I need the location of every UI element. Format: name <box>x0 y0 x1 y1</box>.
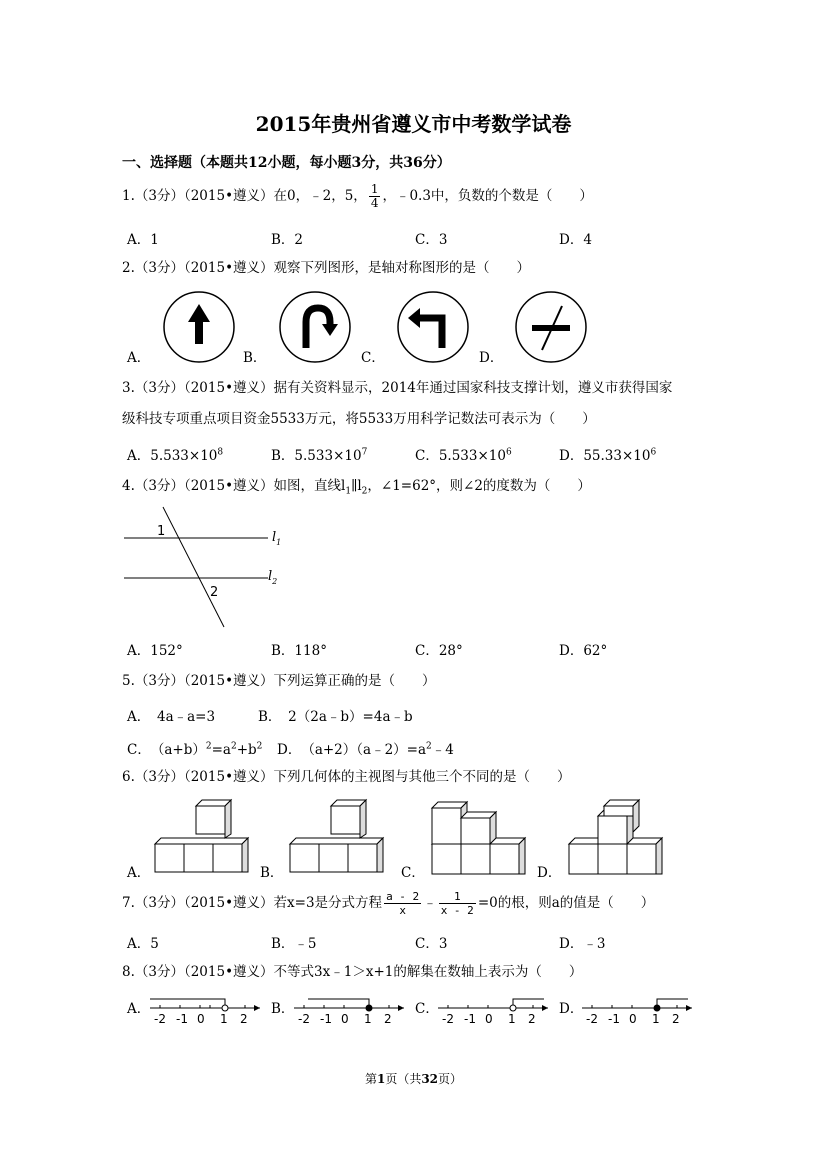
q3-option-a: A．$5.533\times 10^8$ <box>127 447 224 464</box>
q8-label-b: B． <box>271 1001 295 1017</box>
number-line-c <box>438 996 553 1026</box>
line-l1-label: $l_1$ <box>272 530 282 547</box>
question-7: 7.（3分）（2015•遵义）若x=3是分式方程 $\frac{a - 2}{x}$ ﹣ $\frac{1}{x - 2}$ =0的根，则a的值是（ ） <box>122 890 655 917</box>
q6-label-a: A． <box>127 865 151 881</box>
question-3-line-1: 3.（3分）（2015•遵义）据有关资料显示，2014年通过国家科技支撑计划，遵义市获得国家 <box>122 380 673 396</box>
svg-text:-2: -2 <box>442 1012 454 1026</box>
svg-text:-1: -1 <box>608 1012 620 1026</box>
svg-text:1: 1 <box>652 1012 660 1026</box>
q8-label-a: A． <box>127 1001 151 1017</box>
q7-option-c: C．3 <box>415 936 448 952</box>
q8-label-c: C． <box>415 1001 439 1017</box>
q1-text-a: 1.（3分）（2015•遵义）在0，﹣2，5， <box>122 188 367 204</box>
q1-fraction: $\frac{1}{4}$ <box>370 182 379 210</box>
q8-label-d: D． <box>559 1001 584 1017</box>
svg-text:1: 1 <box>508 1012 516 1026</box>
q1-option-c: C．3 <box>415 232 448 248</box>
svg-text:0: 0 <box>629 1012 637 1026</box>
q1-option-b: B．2 <box>271 232 304 248</box>
section-heading: 一、选择题（本题共12小题，每小题3分，共36分） <box>122 155 451 171</box>
q1-text-b: ，﹣0.3中，负数的个数是（ ） <box>382 188 593 204</box>
q7-fraction-1: $\frac{a - 2}{x}$ <box>386 890 420 917</box>
question-4: 4.（3分）（2015•遵义）如图，直线$l_1\parallel l_2$，∠1=62°，则∠2的度数为（ ） <box>122 478 591 497</box>
q2-label-d: D． <box>479 350 504 366</box>
q5-option-b: B． 2（2a﹣b）=4a﹣b <box>258 709 413 725</box>
q6-label-d: D． <box>537 865 562 881</box>
svg-text:-2: -2 <box>154 1012 166 1026</box>
q4-option-b: B．118° <box>271 643 327 659</box>
cube-figure-a <box>155 798 255 876</box>
q6-label-b: B． <box>260 865 284 881</box>
page-title: 2015年贵州省遵义市中考数学试卷 <box>255 112 572 136</box>
question-6: 6.（3分）（2015•遵义）下列几何体的主视图与其他三个不同的是（ ） <box>122 769 571 785</box>
angle-1-label: 1 <box>157 524 166 539</box>
cube-figure-b <box>290 798 390 876</box>
q7-fraction-2: $\frac{1}{x - 2}$ <box>440 890 474 917</box>
svg-text:2: 2 <box>240 1012 248 1026</box>
q1-option-d: D．4 <box>559 232 592 248</box>
q7-option-d: D．﹣3 <box>559 936 606 952</box>
q4-option-c: C．28° <box>415 643 463 659</box>
page-footer: 第1页（共32页） <box>364 1072 463 1086</box>
svg-text:-2: -2 <box>586 1012 598 1026</box>
svg-text:2: 2 <box>384 1012 392 1026</box>
q5-option-d: D． $(a+2)(a﹣2)=a^2﹣4$ <box>277 741 454 758</box>
q3-option-c: C．$5.533\times 10^6$ <box>415 447 512 464</box>
number-line-a <box>150 996 265 1026</box>
svg-text:1: 1 <box>220 1012 228 1026</box>
number-line-b <box>294 996 409 1026</box>
left-turn-sign-icon <box>396 292 472 364</box>
number-line-d <box>582 996 697 1026</box>
q5-option-c: C． $(a+b)^2=a^2+b^2$ <box>127 741 263 758</box>
svg-text:0: 0 <box>341 1012 349 1026</box>
svg-text:2: 2 <box>672 1012 680 1026</box>
up-arrow-sign-icon <box>162 292 238 364</box>
q2-label-c: C． <box>361 350 385 366</box>
q6-label-c: C． <box>401 865 425 881</box>
cube-figure-c <box>430 798 530 876</box>
svg-text:0: 0 <box>197 1012 205 1026</box>
q5-option-a: A． 4a﹣a=3 <box>127 709 216 725</box>
q2-label-b: B． <box>243 350 267 366</box>
question-8: 8.（3分）（2015•遵义）不等式3x﹣1＞x+1的解集在数轴上表示为（ ） <box>122 964 583 980</box>
svg-text:-1: -1 <box>464 1012 476 1026</box>
svg-text:-1: -1 <box>176 1012 188 1026</box>
line-l2-label: $l_2$ <box>268 569 278 586</box>
q7-option-a: A．5 <box>127 936 159 952</box>
q2-label-a: A． <box>127 350 151 366</box>
q3-option-d: D．$55.33\times 10^6$ <box>559 447 657 464</box>
q1-option-a: A．1 <box>127 232 159 248</box>
question-1 <box>122 183 593 210</box>
q4-option-d: D．62° <box>559 643 608 659</box>
question-2: 2.（3分）（2015•遵义）观察下列图形，是轴对称图形的是（ ） <box>122 260 531 276</box>
q4-option-a: A．152° <box>127 643 183 659</box>
q7-option-b: B．﹣5 <box>271 936 317 952</box>
no-crossing-sign-icon <box>514 292 590 364</box>
cube-figure-d <box>567 798 667 876</box>
svg-text:-1: -1 <box>320 1012 332 1026</box>
parallel-lines-figure <box>120 505 300 630</box>
q3-option-b: B．$5.533\times 10^7$ <box>271 447 368 464</box>
svg-text:-2: -2 <box>298 1012 310 1026</box>
u-turn-sign-icon <box>278 292 354 364</box>
angle-2-label: 2 <box>210 585 219 600</box>
question-3-line-2: 级科技专项重点项目资金5533万元，将5533万用科学记数法可表示为（ ） <box>122 411 596 427</box>
svg-text:2: 2 <box>528 1012 536 1026</box>
svg-text:1: 1 <box>364 1012 372 1026</box>
question-5: 5.（3分）（2015•遵义）下列运算正确的是（ ） <box>122 673 436 689</box>
svg-text:0: 0 <box>485 1012 493 1026</box>
